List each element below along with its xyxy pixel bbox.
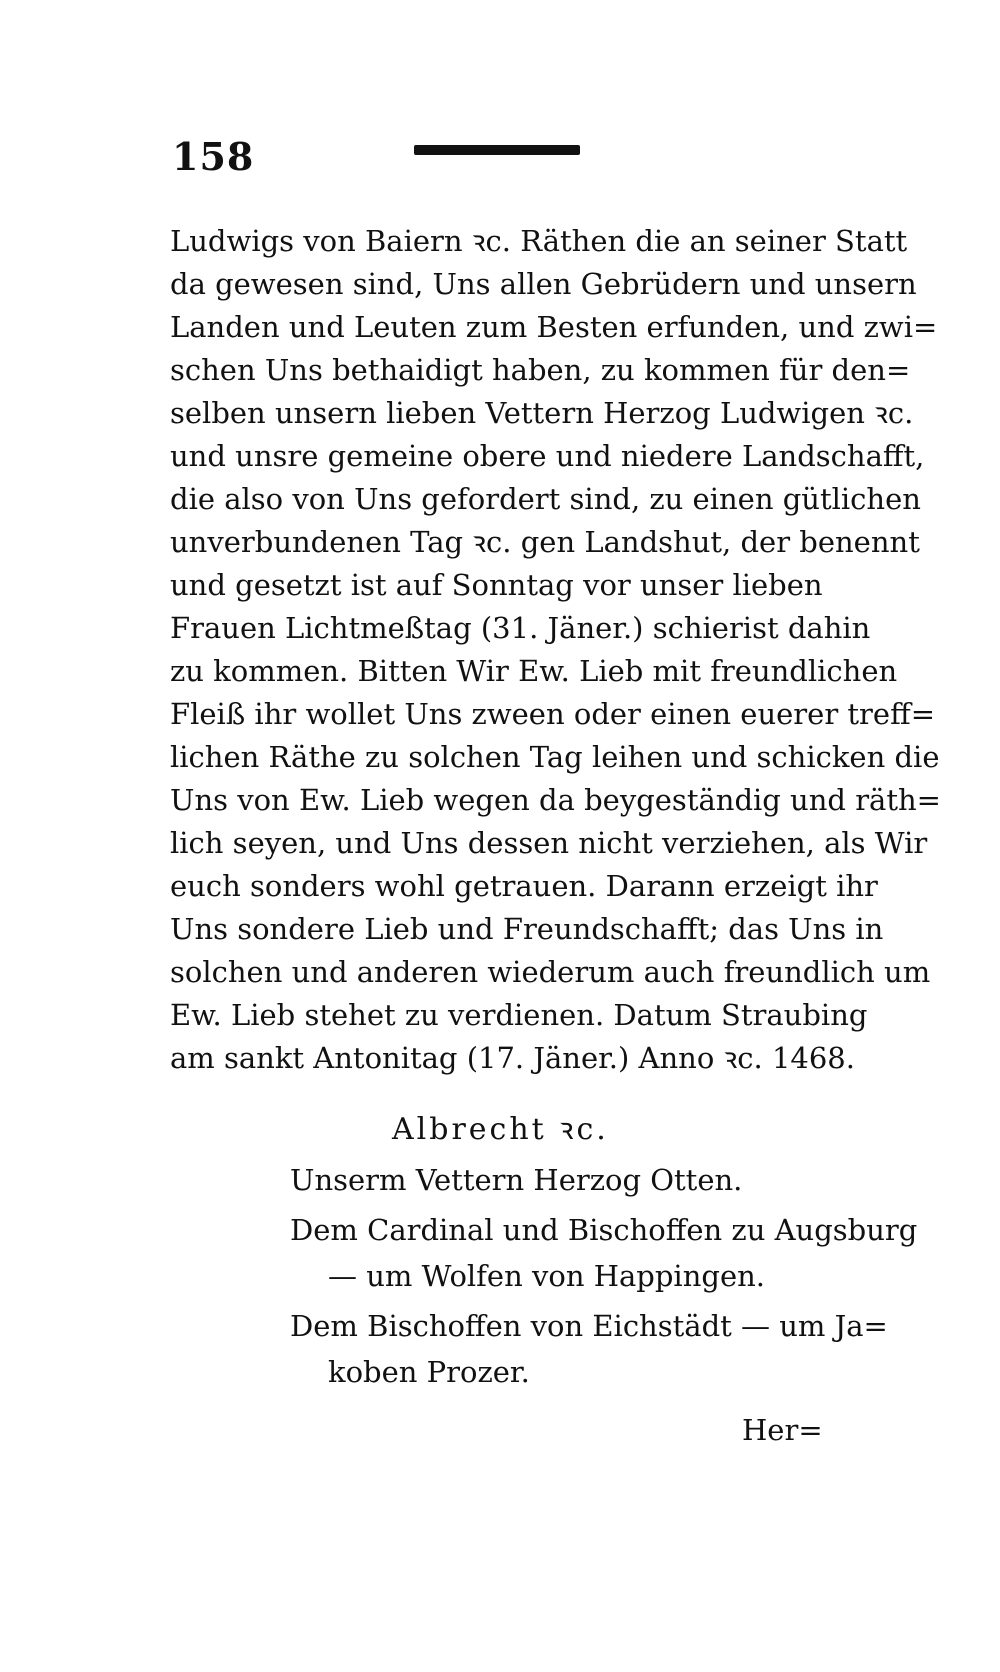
signature: Albrecht ꝛc.	[392, 1112, 609, 1147]
body-line: unverbundenen Tag ꝛc. gen Landshut, der benennt	[170, 525, 920, 559]
body-line: Frauen Lichtmeßtag (31. Jäner.) schierist dahin	[170, 611, 871, 645]
body-line: zu kommen. Bitten Wir Ew. Lieb mit freundlichen	[170, 654, 898, 688]
address-line: Dem Cardinal und Bischoffen zu Augsburg	[290, 1213, 918, 1247]
address-line: — um Wolfen von Happingen.	[328, 1259, 765, 1293]
body-line: Landen und Leuten zum Besten erfunden, und zwi=	[170, 310, 938, 344]
body-line: da gewesen sind, Uns allen Gebrüdern und unsern	[170, 267, 917, 301]
body-line: Uns sondere Lieb und Freundschafft; das Uns in	[170, 912, 884, 946]
body-line: und unsre gemeine obere und niedere Landschafft,	[170, 439, 925, 473]
body-line: lichen Räthe zu solchen Tag leihen und schicken die	[170, 740, 940, 774]
body-line: am sankt Antonitag (17. Jäner.) Anno ꝛc. 1468.	[170, 1041, 855, 1075]
body-line: Uns von Ew. Lieb wegen da beygeständig und räth=	[170, 783, 941, 817]
body-line: die also von Uns gefordert sind, zu einen gütlichen	[170, 482, 921, 516]
address-line: koben Prozer.	[328, 1355, 530, 1389]
body-line: euch sonders wohl getrauen. Darann erzeigt ihr	[170, 869, 878, 903]
page-number: 158	[172, 134, 255, 179]
letter-body	[170, 220, 941, 1080]
catchword: Her=	[742, 1413, 823, 1447]
body-line: Ludwigs von Baiern ꝛc. Räthen die an seiner Statt	[170, 224, 908, 258]
address-line: Unserm Vettern Herzog Otten.	[290, 1163, 743, 1197]
body-line: Fleiß ihr wollet Uns zween oder einen euerer treff=	[170, 697, 935, 731]
body-line: selben unsern lieben Vettern Herzog Ludwigen ꝛc.	[170, 396, 914, 430]
body-line: lich seyen, und Uns dessen nicht verziehen, als Wir	[170, 826, 928, 860]
body-line: und gesetzt ist auf Sonntag vor unser lieben	[170, 568, 823, 602]
body-line: schen Uns bethaidigt haben, zu kommen für den=	[170, 353, 911, 387]
body-line: Ew. Lieb stehet zu verdienen. Datum Straubing	[170, 998, 868, 1032]
header-rule	[414, 145, 580, 155]
address-line: Dem Bischoffen von Eichstädt — um Ja=	[290, 1309, 888, 1343]
body-line: solchen und anderen wiederum auch freundlich um	[170, 955, 931, 989]
